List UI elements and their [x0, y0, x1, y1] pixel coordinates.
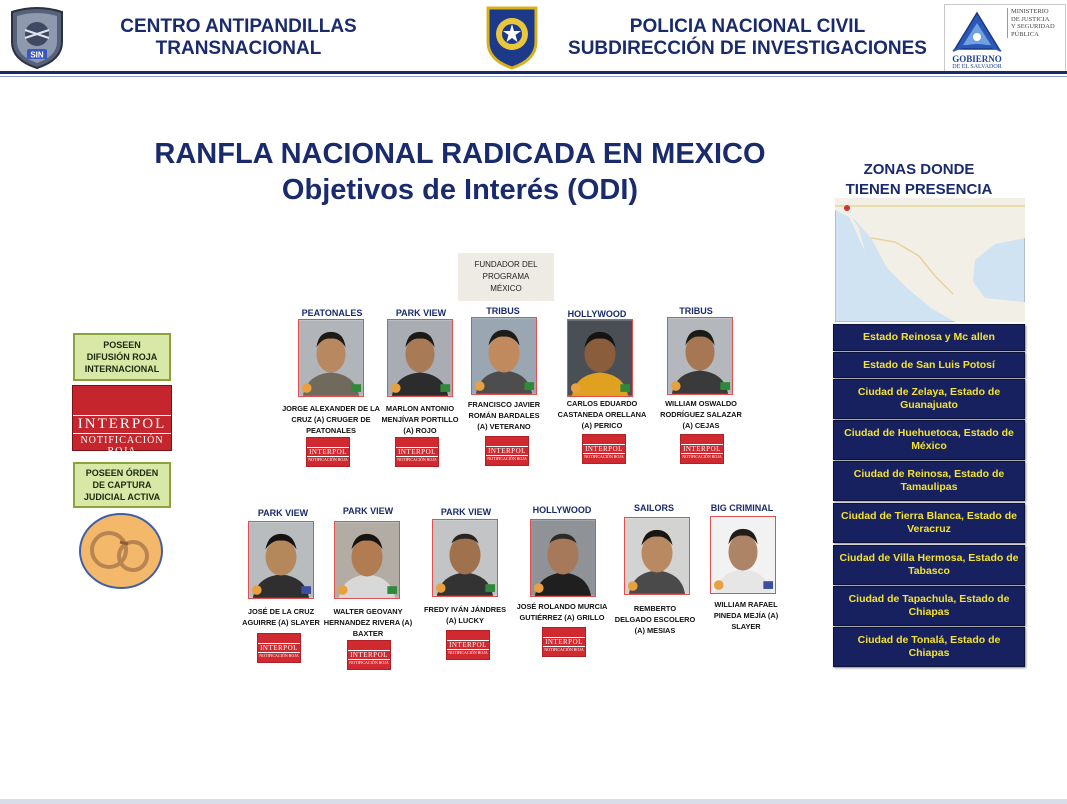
- person-name: REMBERTO DELGADO ESCOLERO (A) MESIAS: [614, 604, 696, 635]
- red-notice-badge: INTERPOL NOTIFICACIÓN ROJA: [542, 627, 586, 657]
- pnc-badge-icon: [484, 4, 540, 70]
- zone-item: Ciudad de Villa Hermosa, Estado de Tabasco: [833, 545, 1025, 585]
- red-notice-badge: INTERPOL NOTIFICACIÓN ROJA: [446, 630, 490, 660]
- zone-item: Ciudad de Tapachula, Estado de Chiapas: [833, 586, 1025, 626]
- person-name: WILLIAM OSWALDO RODRÍGUEZ SALAZAR (A) CEJAS: [660, 399, 742, 430]
- header-left-title: CENTRO ANTIPANDILLAS TRANSNACIONAL: [120, 16, 357, 59]
- header-divider: [0, 71, 1067, 74]
- person-photo: [567, 319, 633, 397]
- arrest-warrant-legend: POSEEN ÓRDEN DE CAPTURA JUDICIAL ACTIVA: [73, 462, 171, 508]
- person-name: JORGE ALEXANDER DE LA CRUZ (A) CRUGER DE PEATONALES: [282, 404, 380, 435]
- sin-badge-text: SIN: [30, 50, 44, 60]
- person-photo: [530, 519, 596, 597]
- person-photo: [471, 317, 537, 395]
- sin-badge-icon: [8, 6, 66, 70]
- person-photo: [667, 317, 733, 395]
- red-notice-badge: INTERPOL NOTIFICACIÓN ROJA: [347, 640, 391, 670]
- zone-item: Ciudad de Huehuetoca, Estado de México: [833, 420, 1025, 460]
- gang-label: TRIBUS: [679, 306, 713, 316]
- person-photo: [248, 521, 314, 599]
- person-name: CARLOS EDUARDO CASTANEDA ORELLANA (A) PERICO: [557, 399, 647, 430]
- red-notice-badge: INTERPOL NOTIFICACIÓN ROJA: [485, 436, 529, 466]
- gang-label: TRIBUS: [486, 306, 520, 316]
- person-name: WALTER GEOVANY HERNANDEZ RIVERA (A) BAXTER: [323, 607, 413, 638]
- red-notice-badge: INTERPOL NOTIFICACIÓN ROJA: [582, 434, 626, 464]
- gang-label: PARK VIEW: [257, 508, 309, 518]
- person-name: JOSÉ ROLANDO MURCIA GUTIÉRREZ (A) GRILLO: [516, 602, 608, 622]
- bottom-border: [0, 799, 1067, 804]
- red-notice-legend: POSEEN DIFUSIÓN ROJA INTERNACIONAL: [73, 333, 171, 381]
- el-salvador-shield-icon: [949, 9, 1005, 55]
- government-logo: [944, 4, 1066, 74]
- page-subtitle: Objetivos de Interés (ODI): [281, 174, 639, 206]
- header-right-title: POLICIA NACIONAL CIVIL SUBDIRECCIÓN DE INVESTIGACIONES: [568, 16, 927, 59]
- person-name: FRANCISCO JAVIER ROMÁN BARDALES (A) VETERANO: [467, 400, 541, 431]
- zone-item: Ciudad de Tierra Blanca, Estado de Veracruz: [833, 503, 1025, 543]
- zone-item: Ciudad de Reinosa, Estado de Tamaulipas: [833, 461, 1025, 501]
- gang-label: PEATONALES: [301, 308, 363, 318]
- gang-label: PARK VIEW: [440, 507, 492, 517]
- zone-item: Estado Reinosa y Mc allen: [833, 324, 1025, 351]
- person-photo: [298, 319, 364, 397]
- zone-item: Estado de San Luis Potosí: [833, 352, 1025, 378]
- person-photo: [432, 519, 498, 597]
- gang-label: HOLLYWOOD: [532, 505, 592, 515]
- zone-item: Ciudad de Zelaya, Estado de Guanajuato: [833, 379, 1025, 419]
- gang-label: HOLLYWOOD: [567, 309, 627, 319]
- person-name: MARLON ANTONIO MENJÍVAR PORTILLO (A) ROJO: [381, 404, 459, 435]
- mexico-map: [835, 198, 1025, 322]
- gang-label: SAILORS: [633, 503, 674, 513]
- gobierno-label: GOBIERNO: [952, 54, 1002, 64]
- page-title: RANFLA NACIONAL RADICADA EN MEXICO: [154, 138, 766, 170]
- interpol-red-notice-logo: INTERPOL NOTIFICACIÓN ROJA: [72, 385, 172, 451]
- gang-label: PARK VIEW: [342, 506, 394, 516]
- gang-label: PARK VIEW: [395, 308, 447, 318]
- ministry-label: MINISTERIO DE JUSTICIA Y SEGURIDAD PÚBLICA: [1007, 8, 1067, 38]
- person-name: WILLIAM RAFAEL PINEDA MEJÍA (A) SLAYER: [713, 600, 779, 631]
- founder-note: FUNDADOR DEL PROGRAMA MÉXICO: [458, 253, 554, 301]
- person-name: JOSÉ DE LA CRUZ AGUIRRE (A) SLAYER: [242, 607, 320, 627]
- zone-item: Ciudad de Tonalá, Estado de Chiapas: [833, 627, 1025, 667]
- person-photo: [334, 521, 400, 599]
- country-label: DE EL SALVADOR: [952, 64, 1002, 70]
- red-notice-badge: INTERPOL NOTIFICACIÓN ROJA: [257, 633, 301, 663]
- red-notice-badge: INTERPOL NOTIFICACIÓN ROJA: [395, 437, 439, 467]
- person-photo: [624, 517, 690, 595]
- red-notice-badge: INTERPOL NOTIFICACIÓN ROJA: [306, 437, 350, 467]
- person-photo: [387, 319, 453, 397]
- zones-title: ZONAS DONDE TIENEN PRESENCIA: [845, 161, 993, 198]
- person-name: FREDY IVÁN JÁNDRES (A) LUCKY: [424, 605, 506, 625]
- red-notice-badge: INTERPOL NOTIFICACIÓN ROJA: [680, 434, 724, 464]
- handcuffs-icon: [78, 512, 164, 590]
- header-divider-thin: [0, 76, 1067, 77]
- person-photo: [710, 516, 776, 594]
- gang-label: BIG CRIMINAL: [710, 503, 774, 513]
